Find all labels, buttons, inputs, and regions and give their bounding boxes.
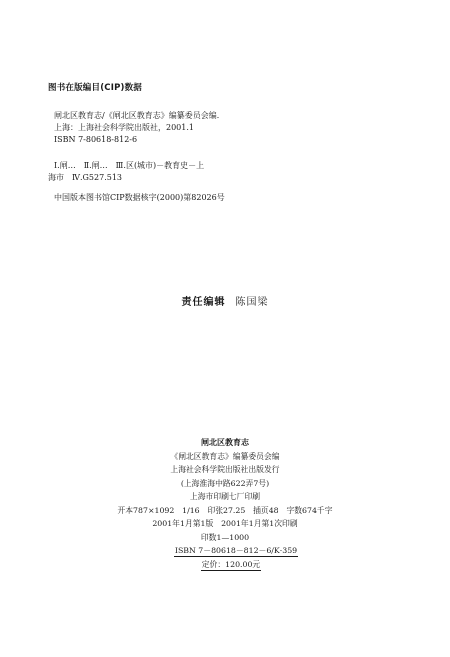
colophon-compiler: 《闸北区教育志》编纂委员会编 — [170, 451, 280, 461]
colophon-price-text: 定价：120.00元 — [201, 559, 261, 569]
colophon-address: (上海淮海中路622弄7号) — [180, 478, 270, 488]
editor-name: 陈国梁 — [235, 297, 269, 308]
cip-description — [48, 110, 428, 146]
colophon-specs: 开本787×1092 1/16 印张27.25 插页48 字数674千字 — [117, 505, 333, 515]
cip-description-line: 上海：上海社会科学院出版社，2001.1 — [54, 123, 194, 132]
cip-record-number: 中国版本图书馆CIP数据核字(2000)第82026号 — [54, 193, 225, 202]
colophon-printer: 上海市印刷七厂印刷 — [189, 492, 261, 501]
cip-data-block — [48, 82, 428, 204]
colophon-isbn — [22, 544, 450, 558]
cip-classification — [48, 160, 428, 184]
cip-classification-line: 海市 Ⅳ.G527.513 — [48, 173, 123, 182]
cip-classification-line: Ⅰ.闸… Ⅱ.闸… Ⅲ.区(城市)－教育史－上 — [54, 161, 205, 170]
colophon-publisher: 上海社会科学院出版社出版发行 — [170, 465, 280, 474]
cip-description-line: 闸北区教育志/《闸北区教育志》编纂委员会编． — [54, 111, 225, 120]
colophon-book-title: 闸北区教育志 — [201, 438, 249, 447]
cip-isbn-line: ISBN 7-80618-812-6 — [54, 135, 138, 144]
responsible-editor — [0, 296, 450, 310]
colophon — [0, 436, 450, 571]
colophon-isbn-text: ISBN 7－80618－812－6/K·359 — [174, 546, 298, 555]
editor-label: 责任编辑 — [181, 297, 226, 308]
colophon-edition: 2001年1月第1版 2001年1月第1次印刷 — [152, 519, 298, 528]
colophon-price — [12, 558, 450, 572]
cip-heading: 图书在版编目(CIP)数据 — [48, 83, 143, 93]
colophon-print-run: 印数1—1000 — [200, 532, 250, 542]
